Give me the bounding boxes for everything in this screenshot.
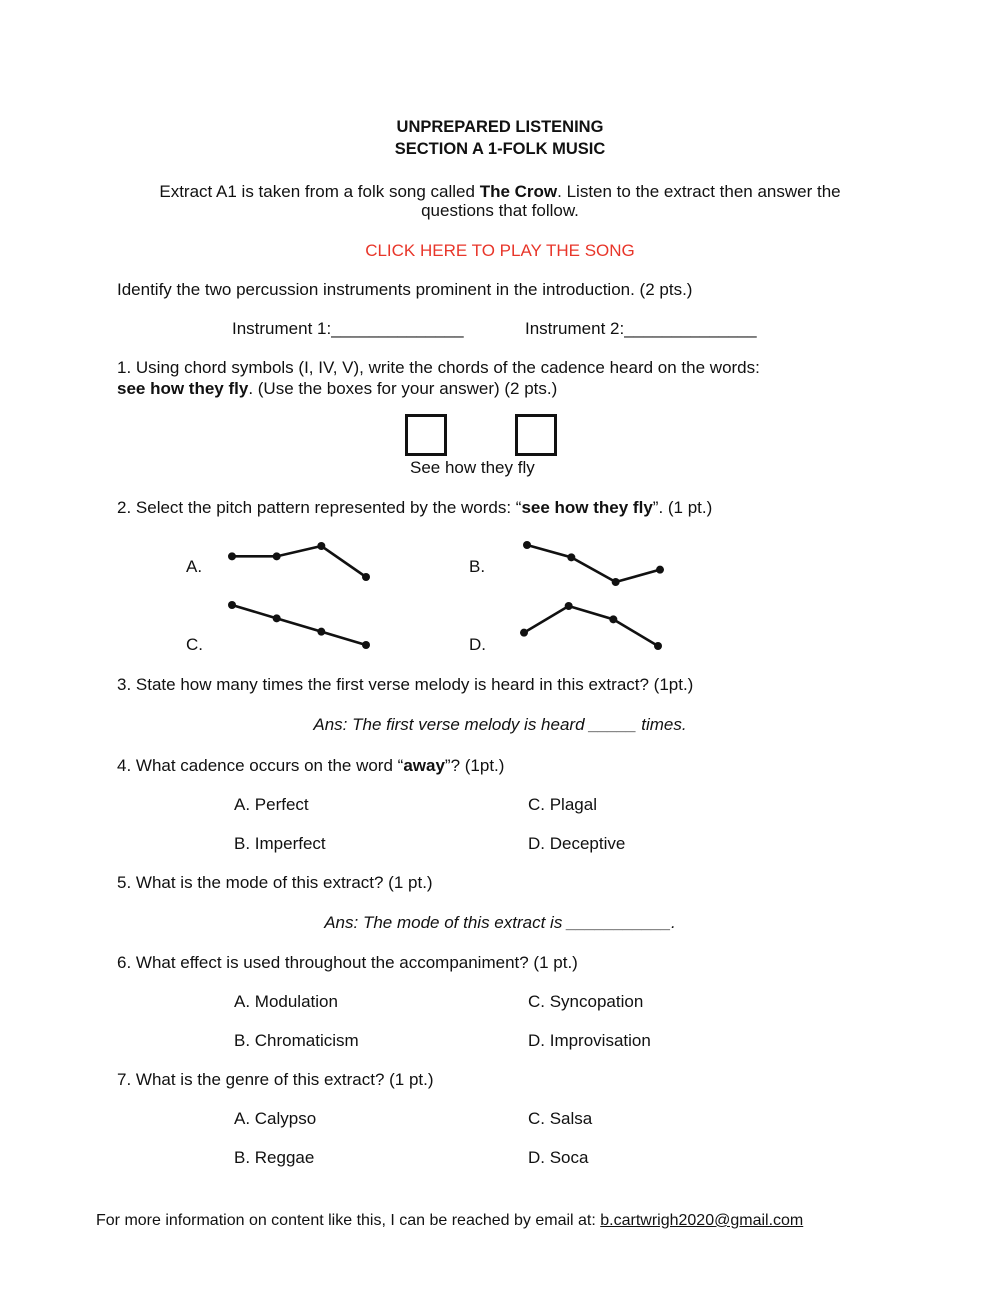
q7-option-c[interactable]: C. Salsa (528, 1109, 593, 1128)
pitch-pattern-b[interactable] (527, 545, 660, 582)
chord-box-1[interactable] (405, 414, 447, 456)
pitch-pattern-c[interactable] (232, 605, 366, 645)
q7-option-d[interactable]: D. Soca (528, 1148, 589, 1167)
pitch-point (656, 566, 664, 574)
q4-option-c[interactable]: C. Plagal (528, 795, 597, 814)
question-7: 7. What is the genre of this extract? (1 pt.) (117, 1070, 434, 1089)
question-4 (117, 756, 504, 776)
intro-line-1 (0, 182, 1000, 202)
pitch-contour-line (524, 606, 658, 646)
question-3-answer[interactable]: Ans: The first verse melody is heard _____ times. (313, 715, 687, 734)
pitch-contour-line (527, 545, 660, 582)
pitch-point (317, 542, 325, 550)
q6-option-d[interactable]: D. Improvisation (528, 1031, 651, 1050)
chord-box-2[interactable] (515, 414, 557, 456)
question-2-pre: 2. Select the pitch pattern represented by the words: “ (117, 498, 522, 517)
instrument-2-row (525, 319, 757, 339)
pitch-point (567, 553, 575, 561)
instrument-1-row (232, 319, 464, 339)
pattern-c-label[interactable]: C. (186, 635, 203, 654)
question-4-pre: 4. What cadence occurs on the word “ (117, 756, 404, 775)
title-line-1: UNPREPARED LISTENING (396, 118, 604, 136)
pitch-point (520, 629, 528, 637)
pitch-point (654, 642, 662, 650)
pattern-a-label[interactable]: A. (186, 557, 203, 576)
chord-box-caption: See how they fly (410, 458, 535, 477)
instrument-1-blank[interactable]: ______________ (331, 319, 464, 338)
song-title: The Crow (479, 182, 558, 201)
intro-line-2: questions that follow. (421, 201, 579, 220)
instrument-2-label: Instrument 2: (525, 319, 625, 338)
q7-option-b[interactable]: B. Reggae (234, 1148, 315, 1167)
pitch-pattern-a[interactable] (232, 546, 366, 577)
question-3: 3. State how many times the first verse melody is heard in this extract? (1pt.) (117, 675, 694, 694)
question-5-answer[interactable]: Ans: The mode of this extract is ___________. (324, 913, 676, 932)
pitch-point (273, 614, 281, 622)
instrument-2-blank[interactable]: ______________ (624, 319, 757, 338)
pitch-point (362, 573, 370, 581)
footer (96, 1212, 803, 1230)
question-2-bold: see how they fly (521, 498, 653, 517)
title-line-2: SECTION A 1-FOLK MUSIC (394, 140, 606, 158)
email-link[interactable]: b.cartwrigh2020@gmail.com (600, 1212, 804, 1229)
pitch-point (612, 578, 620, 586)
intro-text-post: . Listen to the extract then answer the (557, 182, 841, 201)
footer-text: For more information on content like this, I can be reached by email at: (96, 1212, 601, 1229)
question-5: 5. What is the mode of this extract? (1 pt.) (117, 873, 433, 892)
q6-option-a[interactable]: A. Modulation (234, 992, 338, 1011)
q4-option-d[interactable]: D. Deceptive (528, 834, 626, 853)
question-4-post: ”? (1pt.) (444, 756, 505, 775)
pitch-contour-line (232, 605, 366, 645)
pitch-point (523, 541, 531, 549)
question-2 (117, 498, 712, 518)
question-6: 6. What effect is used throughout the accompaniment? (1 pt.) (117, 953, 578, 972)
pitch-point (362, 641, 370, 649)
instrument-1-label: Instrument 1: (232, 319, 332, 338)
q7-option-a[interactable]: A. Calypso (234, 1109, 317, 1128)
pitch-point (609, 615, 617, 623)
q4-option-b[interactable]: B. Imperfect (234, 834, 326, 853)
pitch-point (273, 552, 281, 560)
q6-option-b[interactable]: B. Chromaticism (234, 1031, 359, 1050)
question-2-post: ”. (1 pt.) (652, 498, 713, 517)
q4-option-a[interactable]: A. Perfect (234, 795, 309, 814)
question-instruments: Identify the two percussion instruments prominent in the introduction. (2 pts.) (117, 280, 693, 299)
pitch-point (317, 628, 325, 636)
pitch-point (228, 601, 236, 609)
question-1-line-2 (117, 379, 557, 399)
intro-text-pre: Extract A1 is taken from a folk song called (159, 182, 480, 201)
pitch-contour-line (232, 546, 366, 577)
pattern-d-label[interactable]: D. (469, 635, 486, 654)
question-1-bold: see how they fly (117, 379, 249, 398)
pattern-b-label[interactable]: B. (469, 557, 486, 576)
pitch-pattern-d[interactable] (524, 606, 658, 646)
play-song-link[interactable]: CLICK HERE TO PLAY THE SONG (365, 241, 635, 260)
pitch-point (565, 602, 573, 610)
question-1-line-1: 1. Using chord symbols (I, IV, V), write the chords of the cadence heard on the words: (117, 358, 760, 377)
question-4-bold: away (403, 756, 445, 775)
q6-option-c[interactable]: C. Syncopation (528, 992, 644, 1011)
question-1-rest: . (Use the boxes for your answer) (2 pts.) (248, 379, 558, 398)
pitch-point (228, 552, 236, 560)
